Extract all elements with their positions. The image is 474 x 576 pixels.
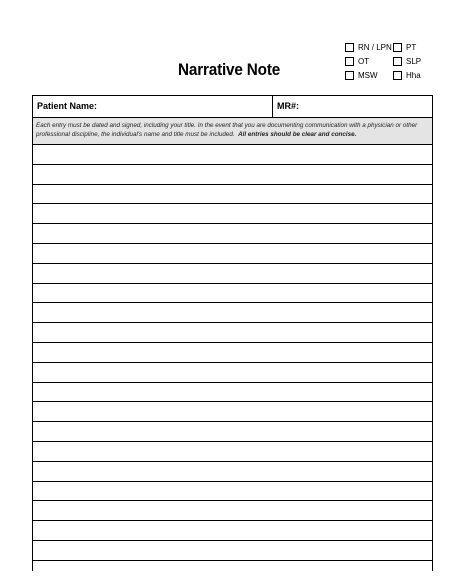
instructions-text: Each entry must be dated and signed, including your title. In the event that you are documenting communication with a physician or other professional discipline, the individual's name and title must be included. (36, 122, 418, 138)
writing-line[interactable] (33, 541, 432, 561)
writing-line[interactable] (33, 462, 432, 482)
writing-line[interactable] (33, 482, 432, 502)
checkbox[interactable] (393, 71, 402, 80)
writing-line[interactable] (33, 422, 432, 442)
discipline-row (345, 40, 455, 54)
writing-line[interactable] (33, 501, 432, 521)
writing-line[interactable] (33, 442, 432, 462)
instructions-box (33, 118, 432, 145)
writing-line[interactable] (33, 284, 432, 304)
writing-line[interactable] (33, 145, 432, 165)
page-title: Narrative Note (178, 60, 281, 79)
discipline-label: SLP (406, 56, 422, 66)
writing-line[interactable] (33, 343, 432, 363)
writing-line[interactable] (33, 521, 432, 541)
form-header-row (33, 96, 432, 118)
checkbox[interactable] (345, 57, 354, 66)
checkbox[interactable] (345, 43, 354, 52)
writing-line[interactable] (33, 204, 432, 224)
discipline-label: RN / LPN (358, 42, 392, 52)
writing-line[interactable] (33, 402, 432, 422)
writing-line[interactable] (33, 363, 432, 383)
checkbox[interactable] (393, 57, 402, 66)
mr-number-field[interactable]: MR#: (277, 101, 299, 111)
writing-lines (33, 145, 432, 561)
discipline-option-slp[interactable] (393, 57, 443, 66)
discipline-row (345, 54, 455, 68)
discipline-checkboxes (345, 40, 455, 82)
discipline-label: Hha (406, 70, 421, 80)
discipline-option-pt[interactable] (393, 43, 443, 52)
writing-line[interactable] (33, 264, 432, 284)
writing-line[interactable] (33, 185, 432, 205)
writing-line[interactable] (33, 323, 432, 343)
writing-line[interactable] (33, 303, 432, 323)
writing-line[interactable] (33, 165, 432, 185)
discipline-row (345, 68, 455, 82)
discipline-option-hha[interactable] (393, 71, 443, 80)
discipline-label: PT (406, 42, 417, 52)
discipline-option-ot[interactable] (345, 57, 393, 66)
writing-line[interactable] (33, 383, 432, 403)
writing-line[interactable] (33, 224, 432, 244)
narrative-form (32, 95, 433, 571)
discipline-label: MSW (358, 70, 378, 80)
discipline-option-msw[interactable] (345, 71, 393, 80)
writing-line[interactable] (33, 244, 432, 264)
discipline-label: OT (358, 56, 370, 66)
patient-name-field[interactable]: Patient Name: (33, 96, 273, 117)
instructions-emphasis: All entries should be clear and concise. (238, 131, 357, 138)
checkbox[interactable] (345, 71, 354, 80)
discipline-option-rn-lpn[interactable] (345, 43, 393, 52)
checkbox[interactable] (393, 43, 402, 52)
